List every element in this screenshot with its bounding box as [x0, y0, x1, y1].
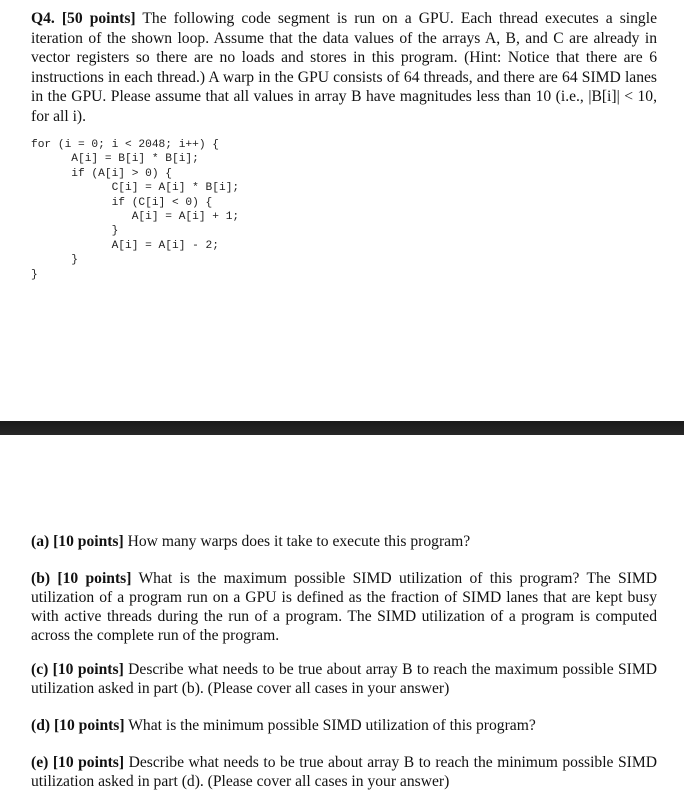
code-line: A[i] = B[i] * B[i];	[31, 153, 199, 166]
part-d	[31, 716, 657, 735]
part-b	[31, 569, 657, 645]
part-d-text: What is the minimum possible SIMD utilization of this program?	[124, 717, 536, 734]
code-line: }	[31, 225, 119, 238]
code-line: }	[31, 254, 78, 267]
part-c-label: (c) [10 points]	[31, 661, 124, 678]
part-a-text: How many warps does it take to execute this program?	[123, 533, 471, 550]
code-line: }	[31, 268, 38, 281]
part-b-label: (b) [10 points]	[31, 570, 132, 587]
code-line: for (i = 0; i < 2048; i++) {	[31, 139, 219, 151]
part-c	[31, 660, 657, 698]
code-block	[31, 138, 239, 282]
code-line: if (C[i] < 0) {	[31, 196, 213, 209]
page-divider	[0, 421, 684, 435]
question-text: The following code segment is run on a GPU. Each thread executes a single iteration of the shown loop. Assume that the data values of the arrays A, B, and C are already in vector registers so there are no loads and stores in this program. (Hint: Notice that there are 6 instructions in each thread.) A warp in the GPU consists of 64 threads, and there are 64 SIMD lanes in the GPU. Please assume that all values in array B have magnitudes less than 10 (i.e., |B[i]| < 10, for all i).	[31, 10, 657, 125]
code-line: if (A[i] > 0) {	[31, 167, 172, 180]
question-label: Q4. [50 points]	[31, 10, 136, 27]
part-b-text: What is the maximum possible SIMD utilization of this program? The SIMD utilization of a program run on a GPU is defined as the fraction of SIMD lanes that are kept busy with active threads during the run of a program. The SIMD utilization of a program is computed across the complete run of the program.	[31, 570, 657, 644]
question-intro	[31, 9, 657, 127]
part-c-text: Describe what needs to be true about array B to reach the maximum possible SIMD utilization asked in part (b). (Please cover all cases in your answer)	[31, 661, 657, 697]
code-line: A[i] = A[i] - 2;	[31, 239, 219, 252]
part-a-label: (a) [10 points]	[31, 533, 124, 550]
part-e-text: Describe what needs to be true about array B to reach the minimum possible SIMD utilization asked in part (d). (Please cover all cases in your answer)	[31, 754, 657, 790]
code-line: C[i] = A[i] * B[i];	[31, 182, 240, 195]
part-a	[31, 532, 657, 551]
part-e	[31, 753, 657, 791]
part-e-label: (e) [10 points]	[31, 754, 125, 771]
code-line: A[i] = A[i] + 1;	[31, 211, 240, 224]
part-d-label: (d) [10 points]	[31, 717, 125, 734]
